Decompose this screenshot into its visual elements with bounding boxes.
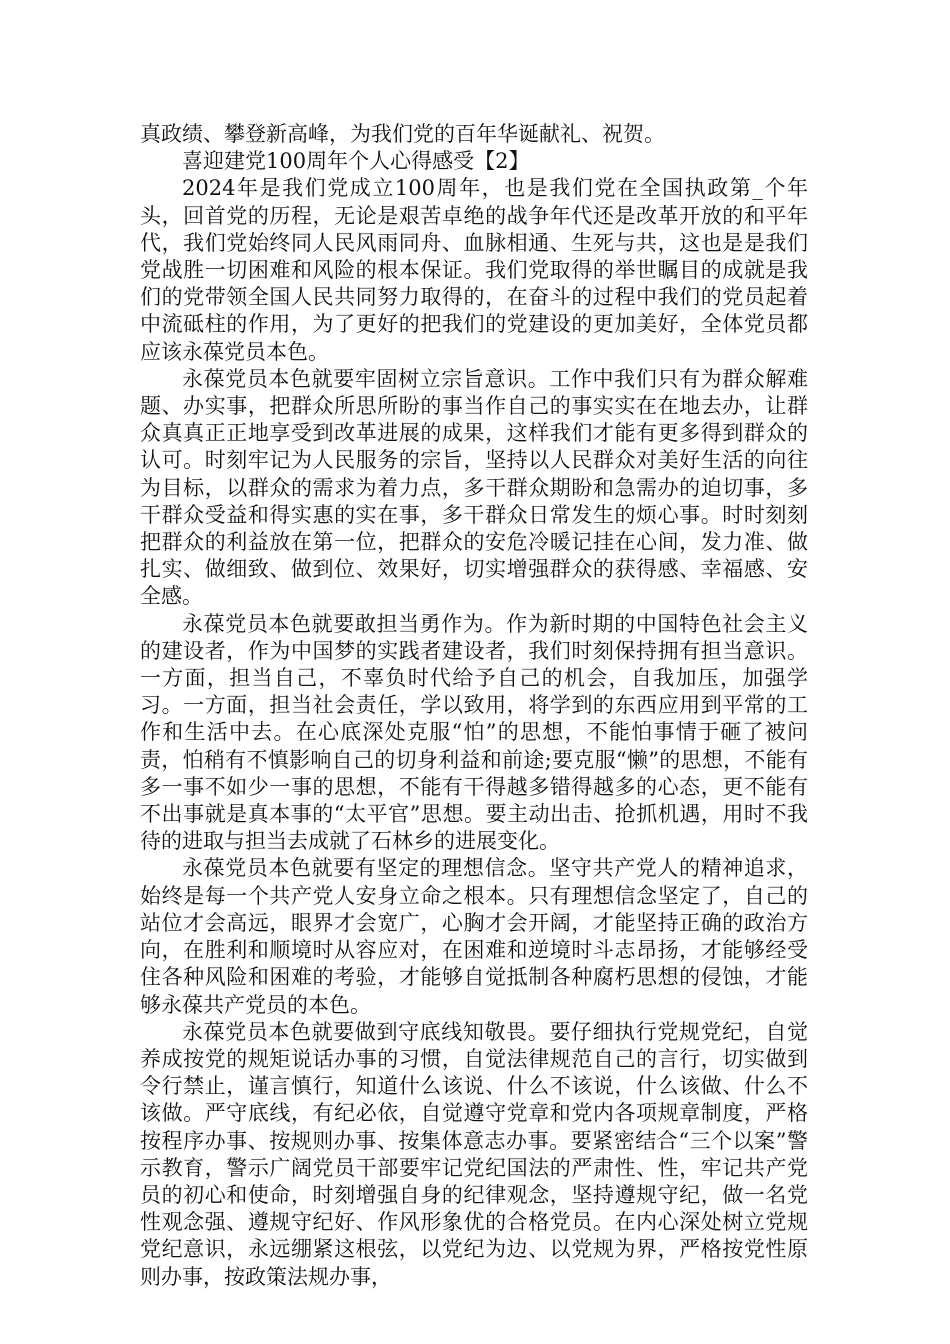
paragraph: 永葆党员本色就要做到守底线知敬畏。要仔细执行党规党纪，自觉养成按党的规矩说话办事的习惯，自觉法律规范自己的言行，切实做到令行禁止，谨言慎行，知道什么该说、什么不该说，什么该做、什么不该做。严守底线，有纪必依，自觉遵守党章和党内各项规章制度，严格按程序办事、按规则办事、按集体意志办事。要紧密结合“三个以案”警示教育，警示广阔党员干部要牢记党纪国法的严肃性、性，牢记共产党员的初心和使命，时刻增强自身的纪律观念，坚持遵规守纪，做一名党性观念强、遵规守纪好、作风形象优的合格党员。在内心深处树立党规党纪意识，永远绷紧这根弦，以党纪为边、以党规为界，严格按党性原则办事，按政策法规办事， bbox=[140, 1019, 808, 1289]
document-body bbox=[140, 121, 808, 1291]
paragraph: 永葆党员本色就要有坚定的理想信念。坚守共产党人的精神追求，始终是每一个共产党人安身立命之根本。只有理想信念坚定了，自己的站位才会高远，眼界才会宽广，心胸才会开阔，才能坚持正确的政治方向，在胜利和顺境时从容应对，在困难和逆境时斗志昂扬，才能够经受住各种风险和困难的考验，才能够自觉抵制各种腐朽思想的侵蚀，才能够永葆共产党员的本色。 bbox=[140, 856, 808, 1017]
paragraph: 永葆党员本色就要牢固树立宗旨意识。工作中我们只有为群众解难题、办实事，把群众所思所盼的事当作自己的事实实在在地去办，让群众真真正正地享受到改革进展的成果，这样我们才能有更多得到群众的认可。时刻牢记为人民服务的宗旨，坚持以人民群众对美好生活的向往为目标，以群众的需求为着力点，多干群众期盼和急需办的迫切事，多干群众受益和得实惠的实在事，多干群众日常发生的烦心事。时时刻刻把群众的利益放在第一位，把群众的安危冷暖记挂在心间，发力准、做扎实、做细致、做到位、效果好，切实增强群众的获得感、幸福感、安全感。 bbox=[140, 366, 808, 609]
paragraph: 永葆党员本色就要敢担当勇作为。作为新时期的中国特色社会主义的建设者，作为中国梦的实践者建设者，我们时刻保持拥有担当意识。一方面，担当自己，不辜负时代给予自己的机会，自我加压，加强学习。一方面，担当社会责任，学以致用，将学到的东西应用到平常的工作和生活中去。在心底深处克服“怕”的思想，不能怕事情于砸了被问责，怕稍有不慎影响自己的切身利益和前途;要克服“懒”的思想，不能有多一事不如少一事的思想，不能有干得越多错得越多的心态，更不能有不出事就是真本事的“太平官”思想。要主动出击、抢抓机遇，用时不我待的进取与担当去成就了石林乡的进展变化。 bbox=[140, 611, 808, 854]
section-heading: 喜迎建党100周年个人心得感受【2】 bbox=[182, 149, 530, 174]
paragraph-continued: 真政绩、攀登新高峰，为我们党的百年华诞献礼、祝贺。 bbox=[140, 122, 665, 146]
paragraph: 2024年是我们党成立100周年，也是我们党在全国执政第_个年头，回首党的历程，无论是艰苦卓绝的战争年代还是改革开放的和平年代，我们党始终同人民风雨同舟、血脉相通、生死与共，这也是是我们党战胜一切困难和风险的根本保证。我们党取得的举世瞩目的成就是我们的党带领全国人民共同努力取得的，在奋斗的过程中我们的党员起着中流砥柱的作用，为了更好的把我们的党建设的更加美好，全体党员都应该永葆党员本色。 bbox=[140, 176, 808, 364]
